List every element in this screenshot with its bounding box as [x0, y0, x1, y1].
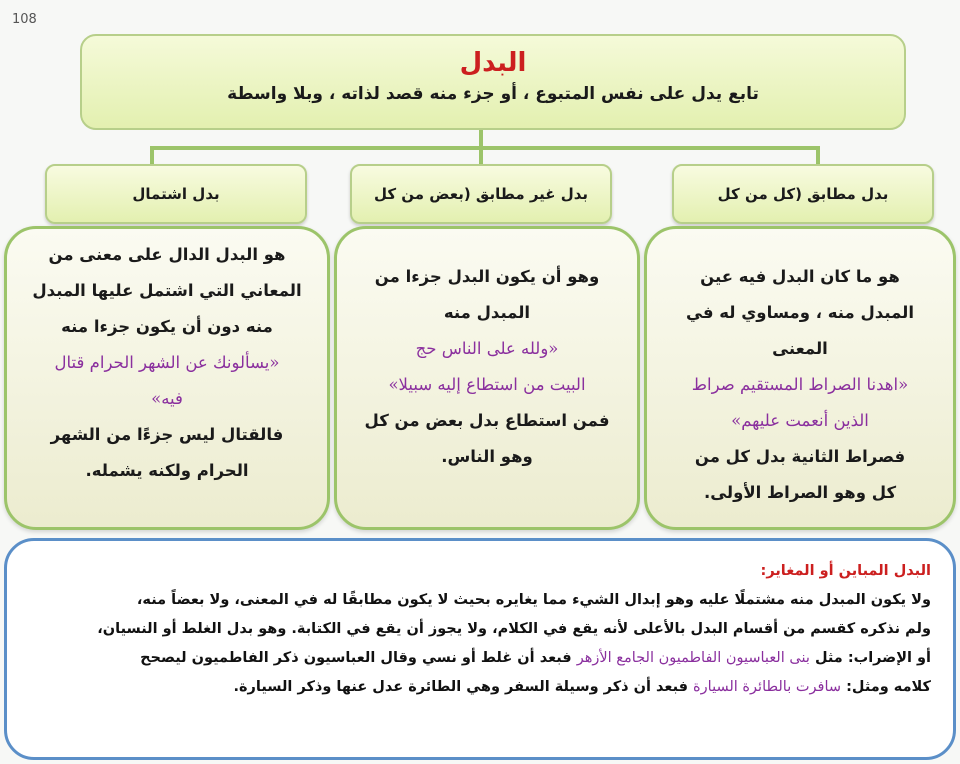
- bottom-line-4-b: فبعد أن ذكر وسيلة السفر وهي الطائرة عدل عنها وذكر السيارة.: [233, 679, 688, 695]
- quran-quote: الذين أنعمت عليهم»: [731, 411, 869, 430]
- quran-quote: البيت من استطاع إليه سبيلا»: [388, 375, 586, 394]
- card-line: كل وهو الصراط الأولى.: [703, 483, 897, 502]
- page-number: 108: [12, 12, 37, 27]
- card-line: فالقتال ليس جزءًا من الشهر: [50, 425, 284, 444]
- quran-quote: فيه»: [151, 389, 183, 408]
- page-title: البدل: [459, 48, 527, 78]
- header-mutabiq: بدل مطابق (كل من كل: [672, 164, 934, 224]
- card-line: المبدل منه ، ومساوي له في المعنى: [686, 303, 914, 358]
- example-1: بنى العباسيون الفاطميون الجامع الأزهر: [576, 650, 810, 666]
- connector-horizontal: [150, 146, 820, 150]
- card-line: المعاني التي اشتمل عليها المبدل: [32, 281, 302, 300]
- bottom-line-3-b: فبعد أن غلط أو نسي وقال العباسيون ذكر الفاطميون ليصحح: [140, 650, 572, 666]
- card-line: وهو الناس.: [441, 447, 533, 466]
- bottom-line-3: [31, 644, 931, 673]
- card-istimal: [4, 226, 330, 530]
- bottom-line-4: [31, 673, 931, 702]
- header-ghayr-mutabiq: بدل غير مطابق (بعض من كل: [350, 164, 612, 224]
- card-line: فصراط الثانية بدل كل من: [694, 447, 906, 466]
- bottom-line-4-a: كلامه ومثل:: [846, 679, 931, 695]
- header-istimal: بدل اشتمال: [45, 164, 307, 224]
- quran-quote: «اهدنا الصراط المستقيم صراط: [691, 375, 909, 394]
- card-line: الحرام ولكنه يشمله.: [85, 461, 249, 480]
- title-box: [80, 34, 906, 130]
- connector-left: [150, 146, 154, 166]
- connector-middle: [479, 146, 483, 166]
- card-line: المبدل منه: [443, 303, 531, 322]
- bottom-line-3-a: أو الإضراب: مثل: [814, 650, 931, 666]
- bottom-line-2: ولم نذكره كقسم من أقسام البدل بالأعلى لأنه يقع في الكلام، ولا يجوز أن يقع في الكتابة. وهو بدل الغلط أو النسيان،: [97, 621, 931, 637]
- card-line: منه دون أن يكون جزءا منه: [61, 317, 273, 336]
- example-2: سافرت بالطائرة السيارة: [693, 679, 842, 695]
- card-line: هو البدل الدال على معنى من: [48, 245, 286, 264]
- card-line: هو ما كان البدل فيه عين: [700, 267, 900, 286]
- quran-quote: «ولله على الناس حج: [415, 339, 559, 358]
- card-line: وهو أن يكون البدل جزءا من: [374, 267, 600, 286]
- definition-text: تابع يدل على نفس المتبوع ، أو جزء منه قصد لذاته ، وبلا واسطة: [227, 84, 759, 104]
- card-line: فمن استطاع بدل بعض من كل: [364, 411, 610, 430]
- card-ghayr-mutabiq: [334, 226, 640, 530]
- quran-quote: «يسألونك عن الشهر الحرام قتال: [54, 353, 280, 372]
- connector-right: [816, 146, 820, 166]
- card-mutabiq: [644, 226, 956, 530]
- bottom-line-1: ولا يكون المبدل منه مشتملًا عليه وهو إبدال الشيء مما يغايره بحيث لا يكون مطابقًا له في المعنى، ولا بعضاً منه،: [136, 592, 931, 608]
- bottom-title: البدل المباين أو المغاير:: [760, 563, 931, 579]
- bottom-box: [4, 538, 956, 760]
